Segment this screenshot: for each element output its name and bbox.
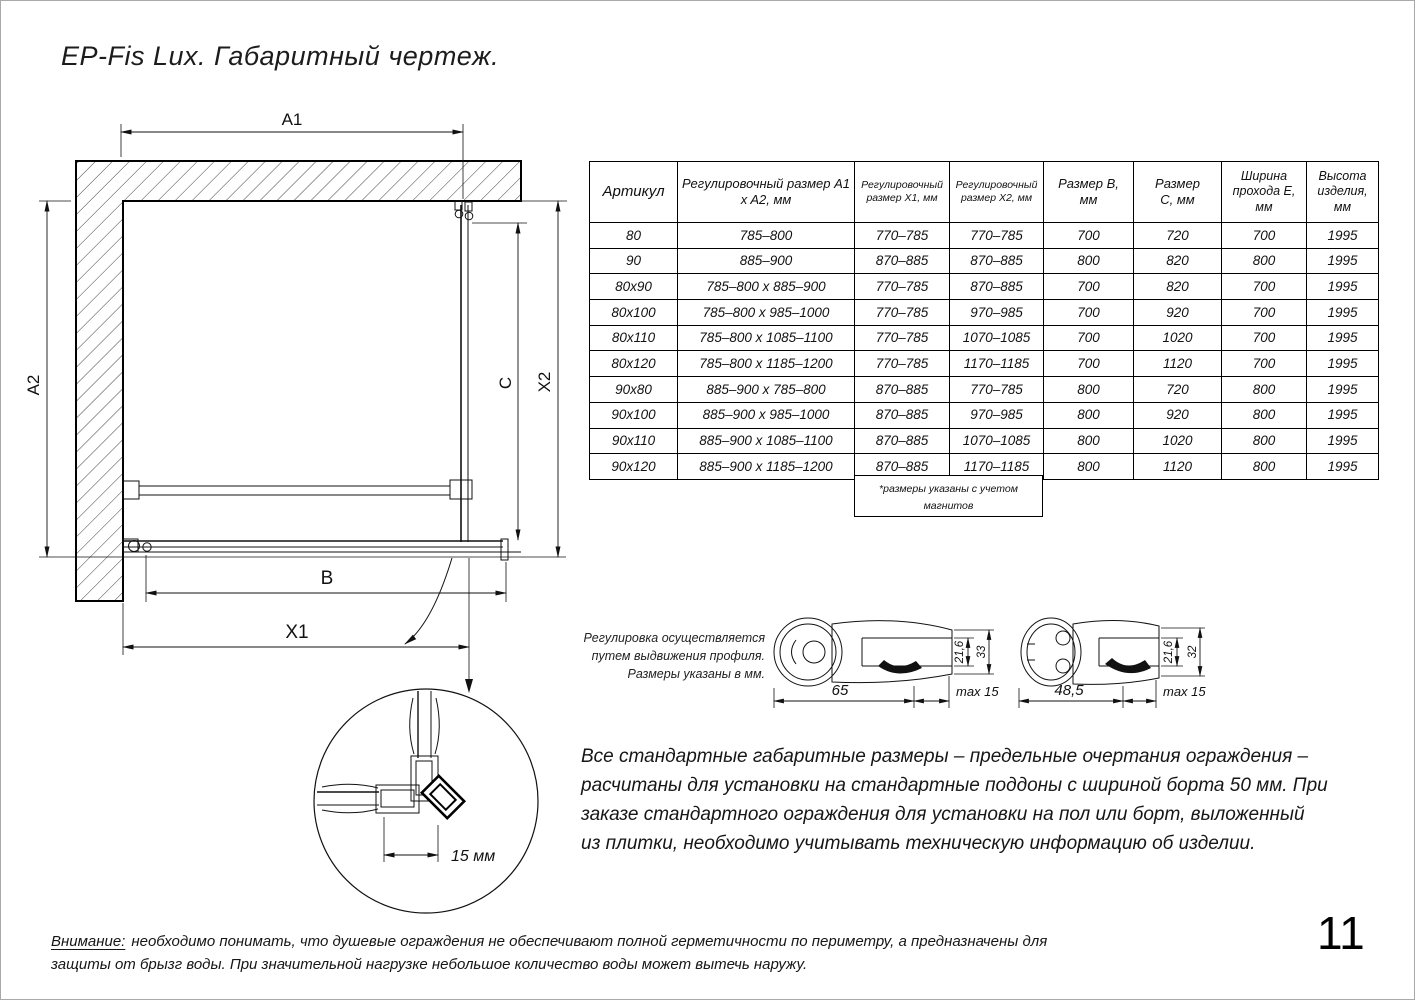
table-cell: 885–900 x 985–1000	[678, 402, 855, 428]
profile2-outer-label: 32	[1187, 645, 1199, 659]
table-cell: 870–885	[950, 248, 1044, 274]
corner-detail	[314, 689, 538, 913]
table-cell: 1995	[1307, 274, 1379, 300]
table-cell: 800	[1222, 402, 1307, 428]
table-cell: 80x90	[590, 274, 678, 300]
table-cell: 700	[1222, 325, 1307, 351]
table-cell: 1995	[1307, 325, 1379, 351]
dim-label-b: B	[320, 568, 334, 589]
table-cell: 785–800 x 885–900	[678, 274, 855, 300]
table-row	[590, 274, 1379, 300]
table-cell: 80x110	[590, 325, 678, 351]
table-cell: 800	[1222, 428, 1307, 454]
table-cell: 80	[590, 223, 678, 249]
table-cell: 80x100	[590, 300, 678, 326]
glass-panel	[455, 201, 473, 542]
table-cell: 800	[1044, 428, 1134, 454]
table-cell: 80x120	[590, 351, 678, 377]
table-cell: 1020	[1134, 325, 1222, 351]
table-cell: 1170–1185	[950, 351, 1044, 377]
table-cell: 1995	[1307, 454, 1379, 480]
table-cell: 700	[1222, 351, 1307, 377]
table-cell: 90x80	[590, 377, 678, 403]
table-row	[590, 428, 1379, 454]
warning-label: Внимание:	[51, 933, 126, 950]
table-cell: 700	[1044, 274, 1134, 300]
table-cell: 885–900 x 1185–1200	[678, 454, 855, 480]
table-cell: 1995	[1307, 377, 1379, 403]
table-cell: 1070–1085	[950, 428, 1044, 454]
table-cell: 1995	[1307, 428, 1379, 454]
dim-label-a1: A1	[281, 110, 303, 129]
dimension-a2	[24, 201, 47, 557]
table-cell: 90	[590, 248, 678, 274]
table-cell: 920	[1134, 300, 1222, 326]
dimension-b	[146, 555, 506, 602]
table-row	[590, 351, 1379, 377]
info-paragraph: Все стандартные габаритные размеры – предельные очертания ограждения – расчитаны для установки на стандартные поддоны с шириной борта 50 мм. При заказе стандартного ограждения для установки на пол или борт, выложенный из плитки, необходимо учитывать техническую информацию об изделии.	[581, 746, 1328, 854]
profile-section-2	[1013, 600, 1241, 718]
detail-dim-label: 15 мм	[451, 848, 496, 865]
seal-brush	[878, 660, 922, 674]
table-cell: 700	[1222, 223, 1307, 249]
table-cell: 785–800	[678, 223, 855, 249]
table-cell: 800	[1222, 454, 1307, 480]
profile1-max-label: max 15	[956, 684, 999, 699]
table-row	[590, 300, 1379, 326]
table-cell: 1995	[1307, 351, 1379, 377]
table-cell: 770–785	[855, 274, 950, 300]
table-cell: 1995	[1307, 402, 1379, 428]
table-cell: 1070–1085	[950, 325, 1044, 351]
table-cell: 770–785	[950, 223, 1044, 249]
table-cell: 800	[1044, 248, 1134, 274]
table-cell: 800	[1222, 377, 1307, 403]
table-cell: 785–800 x 985–1000	[678, 300, 855, 326]
profile2-max-label: max 15	[1163, 684, 1206, 699]
table-cell: 785–800 x 1085–1100	[678, 325, 855, 351]
table-header-cell: Артикул	[590, 162, 678, 223]
dim-label-c: C	[496, 376, 515, 390]
table-cell: 1170–1185	[950, 454, 1044, 480]
main-drawing	[24, 96, 581, 926]
table-cell: 770–785	[855, 325, 950, 351]
support-bar	[123, 480, 472, 499]
table-header-cell: Регулировочный размер X1, мм	[855, 162, 950, 223]
table-cell: 870–885	[855, 248, 950, 274]
table-cell: 1995	[1307, 248, 1379, 274]
adjustment-note: Регулировка осуществляется путем выдвижения профиля. Размеры указаны в мм.	[583, 631, 765, 682]
table-cell: 800	[1044, 454, 1134, 480]
table-footnote: *размеры указаны с учетом магнитов	[854, 475, 1043, 517]
table-cell: 1120	[1134, 454, 1222, 480]
profile2-width-label: 48,5	[1054, 682, 1084, 699]
table-cell: 700	[1044, 300, 1134, 326]
dimension-c	[472, 223, 527, 540]
dimension-x2	[535, 201, 558, 557]
seal-brush	[1105, 658, 1151, 673]
table-cell: 720	[1134, 223, 1222, 249]
table-cell: 770–785	[855, 351, 950, 377]
table-row	[590, 223, 1379, 249]
table-cell: 885–900	[678, 248, 855, 274]
table-cell: 870–885	[855, 428, 950, 454]
profile-section-1	[766, 600, 1021, 718]
table-cell: 820	[1134, 274, 1222, 300]
table-header-cell: Ширина прохода E, мм	[1222, 162, 1307, 223]
table-row	[590, 402, 1379, 428]
page-title: EP-Fis Lux. Габаритный чертеж.	[61, 41, 500, 71]
table-header-cell: Размер C, мм	[1134, 162, 1222, 223]
table-header-cell: Регулировочный размер X2, мм	[950, 162, 1044, 223]
table-cell: 885–900 x 1085–1100	[678, 428, 855, 454]
table-cell: 870–885	[950, 274, 1044, 300]
table-header-cell: Регулировочный размер A1 x A2, мм	[678, 162, 855, 223]
table-cell: 700	[1044, 223, 1134, 249]
table-body	[590, 223, 1379, 480]
table-cell: 920	[1134, 402, 1222, 428]
warning-text: необходимо понимать, что душевые ограждения не обеспечивают полной герметичности по периметру, а предназначены для защиты от брызг воды. При значительной нагрузке небольшое количество воды может вытечь наружу.	[51, 933, 1048, 973]
table-cell: 770–785	[855, 300, 950, 326]
table-row	[590, 248, 1379, 274]
table-cell: 720	[1134, 377, 1222, 403]
table-cell: 1120	[1134, 351, 1222, 377]
table-cell: 90x120	[590, 454, 678, 480]
table-cell: 800	[1044, 402, 1134, 428]
dimension-x1	[123, 603, 469, 655]
table-header-cell: Высота изделия, мм	[1307, 162, 1379, 223]
dimensions-table	[589, 161, 1379, 480]
table-cell: 870–885	[855, 377, 950, 403]
magnet-profile	[422, 776, 464, 818]
detail-leader	[465, 558, 473, 693]
table-cell: 770–785	[950, 377, 1044, 403]
door-swing-arc	[405, 558, 452, 644]
table-cell: 700	[1044, 351, 1134, 377]
warning-note	[51, 931, 1061, 976]
table-cell: 700	[1044, 325, 1134, 351]
table-cell: 970–985	[950, 402, 1044, 428]
table-cell: 700	[1222, 300, 1307, 326]
table-cell: 770–785	[855, 223, 950, 249]
table-cell: 820	[1134, 248, 1222, 274]
table-cell: 800	[1044, 377, 1134, 403]
table-cell: 870–885	[855, 454, 950, 480]
dim-label-a2: A2	[24, 374, 43, 396]
profile1-inner-label: 21,6	[954, 640, 966, 664]
table-cell: 785–800 x 1185–1200	[678, 351, 855, 377]
table-cell: 800	[1222, 248, 1307, 274]
profile1-outer-label: 33	[976, 645, 988, 659]
table-header-cell: Размер B, мм	[1044, 162, 1134, 223]
table-cell: 1995	[1307, 300, 1379, 326]
table-header-row	[590, 162, 1379, 223]
profile2-inner-label: 21,6	[1163, 640, 1175, 664]
page-number: 11	[1317, 907, 1365, 959]
table-cell: 885–900 x 785–800	[678, 377, 855, 403]
table-cell: 870–885	[855, 402, 950, 428]
dim-label-x2: X2	[535, 371, 554, 393]
table-cell: 970–985	[950, 300, 1044, 326]
wall-section	[76, 161, 521, 601]
table-cell: 1995	[1307, 223, 1379, 249]
dim-label-x1: X1	[285, 622, 309, 643]
table-row	[590, 325, 1379, 351]
profile1-width-label: 65	[831, 682, 849, 699]
table-row	[590, 377, 1379, 403]
table-cell: 1020	[1134, 428, 1222, 454]
table-cell: 90x100	[590, 402, 678, 428]
table-cell: 700	[1222, 274, 1307, 300]
table-cell: 90x110	[590, 428, 678, 454]
